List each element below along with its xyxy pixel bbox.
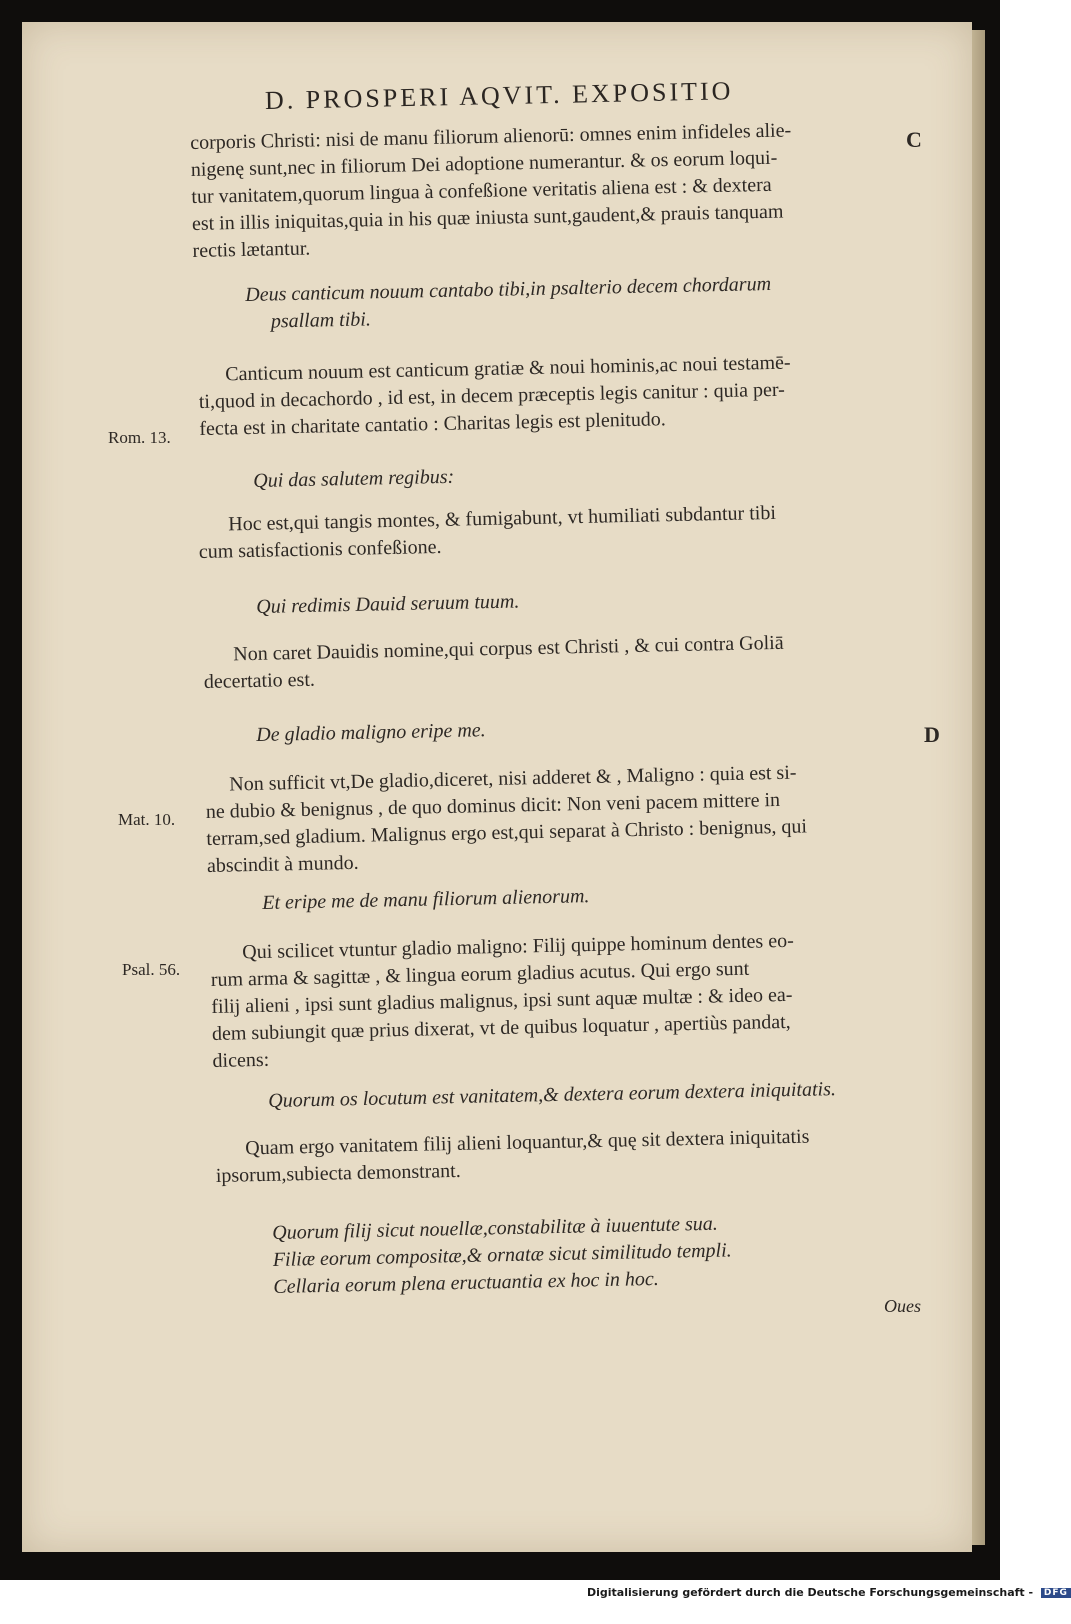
text-line: abscindit à mundo. bbox=[206, 851, 359, 877]
text-line: Canticum nouum est canticum gratiæ & noui hominis,ac noui testamē- bbox=[225, 351, 791, 386]
verse-line: Cellaria eorum plena eructuantia ex hoc in hoc. bbox=[273, 1267, 660, 1298]
text-line: ti,quod in decachordo , id est, in decem præceptis legis canitur : quia per- bbox=[198, 378, 786, 413]
text-line: Non sufficit vt,De gladio,diceret, nisi adderet & , Maligno : quia est si- bbox=[229, 761, 797, 796]
text-line: Quam ergo vanitatem filij alieni loquantur,& quę sit dextera iniquitatis bbox=[245, 1125, 810, 1160]
margin-ref-psal: Psal. 56. bbox=[122, 960, 181, 979]
verse-4: De gladio maligno eripe me. bbox=[256, 719, 486, 746]
margin-ref-mat: Mat. 10. bbox=[118, 810, 176, 829]
footer-text: Digitalisierung gefördert durch die Deutsche Forschungsgemeinschaft - bbox=[587, 1586, 1034, 1599]
text-line: nigenę sunt,nec in filiorum Dei adoptione numerantur. & os eorum loqui- bbox=[190, 146, 778, 181]
verse-line: Quorum filij sicut nouellæ,constabilitæ à iuuentute sua. bbox=[272, 1212, 718, 1244]
text-line: decertatio est. bbox=[203, 668, 316, 693]
margin-letter-c: C bbox=[906, 127, 922, 152]
text-line: est in illis iniquitas,quia in his quæ iniusta sunt,gaudent,& prauis tanquam bbox=[191, 200, 784, 235]
text-line: fecta est in charitate cantatio : Charitas legis est plenitudo. bbox=[199, 408, 667, 440]
text-line: ipsorum,subiecta demonstrant. bbox=[215, 1159, 461, 1187]
dfg-logo: DFG bbox=[1041, 1588, 1071, 1598]
text-line: terram,sed gladium. Malignus ergo est,qui separat à Christo : benignus, qui bbox=[206, 815, 808, 850]
text-line: ne dubio & benignus , de quo dominus dicit: Non veni pacem mittere in bbox=[205, 788, 781, 823]
paragraph-5 bbox=[205, 757, 927, 880]
text-line: Non caret Dauidis nomine,qui corpus est Christi , & cui contra Goliā bbox=[233, 631, 784, 666]
paragraph-6 bbox=[210, 925, 933, 1075]
text-line: filij alieni , ipsi sunt gladius malignus, ipsi sunt aquæ multæ : & ideo ea- bbox=[211, 983, 793, 1018]
text-line: rum arma & sagittæ , & lingua eorum gladius acutus. Qui ergo sunt bbox=[210, 957, 750, 991]
verse-2: Qui das salutem regibus: bbox=[253, 465, 455, 492]
paragraph-1 bbox=[190, 115, 913, 265]
text-line: Qui scilicet vtuntur gladio maligno: Filij quippe hominum dentes eo- bbox=[242, 929, 794, 964]
text-line: Hoc est,qui tangis montes, & fumigabunt, vt humiliati subdantur tibi bbox=[228, 501, 777, 536]
paragraph-2 bbox=[198, 347, 920, 443]
verse-line: Deus canticum nouum cantabo tibi,in psalterio decem chordarum bbox=[245, 272, 772, 306]
verse-line: psallam tibi. bbox=[270, 308, 372, 333]
text-line: cum satisfactionis confeßione. bbox=[198, 535, 442, 563]
text-line: rectis lætantur. bbox=[192, 237, 311, 262]
margin-letter-d: D bbox=[924, 722, 940, 747]
digitization-footer bbox=[587, 1586, 1068, 1599]
text-line: dem subiungit quæ prius dixerat, vt de quibus loquatur , apertiùs pandat, bbox=[211, 1010, 791, 1045]
margin-ref-rom: Rom. 13. bbox=[108, 428, 171, 447]
verse-3: Qui redimis Dauid seruum tuum. bbox=[256, 590, 520, 618]
catchword: Oues bbox=[884, 1296, 921, 1316]
verse-line: Filiæ eorum compositæ,& ornatæ sicut similitudo templi. bbox=[272, 1239, 732, 1271]
verse-5: Et eripe me de manu filiorum alienorum. bbox=[262, 885, 590, 914]
verse-6: Quorum os locutum est vanitatem,& dextera eorum dextera iniquitatis. bbox=[268, 1078, 837, 1112]
text-line: dicens: bbox=[212, 1048, 270, 1072]
text-line: corporis Christi: nisi de manu filiorum alienorū: omnes enim infideles alie- bbox=[190, 119, 792, 154]
verse-7 bbox=[272, 1209, 794, 1301]
text-line: tur vanitatem,quorum lingua à confeßione veritatis aliena est : & dextera bbox=[191, 173, 772, 208]
page-header: D. PROSPERI AQVIT. EXPOSITIO bbox=[264, 76, 734, 115]
